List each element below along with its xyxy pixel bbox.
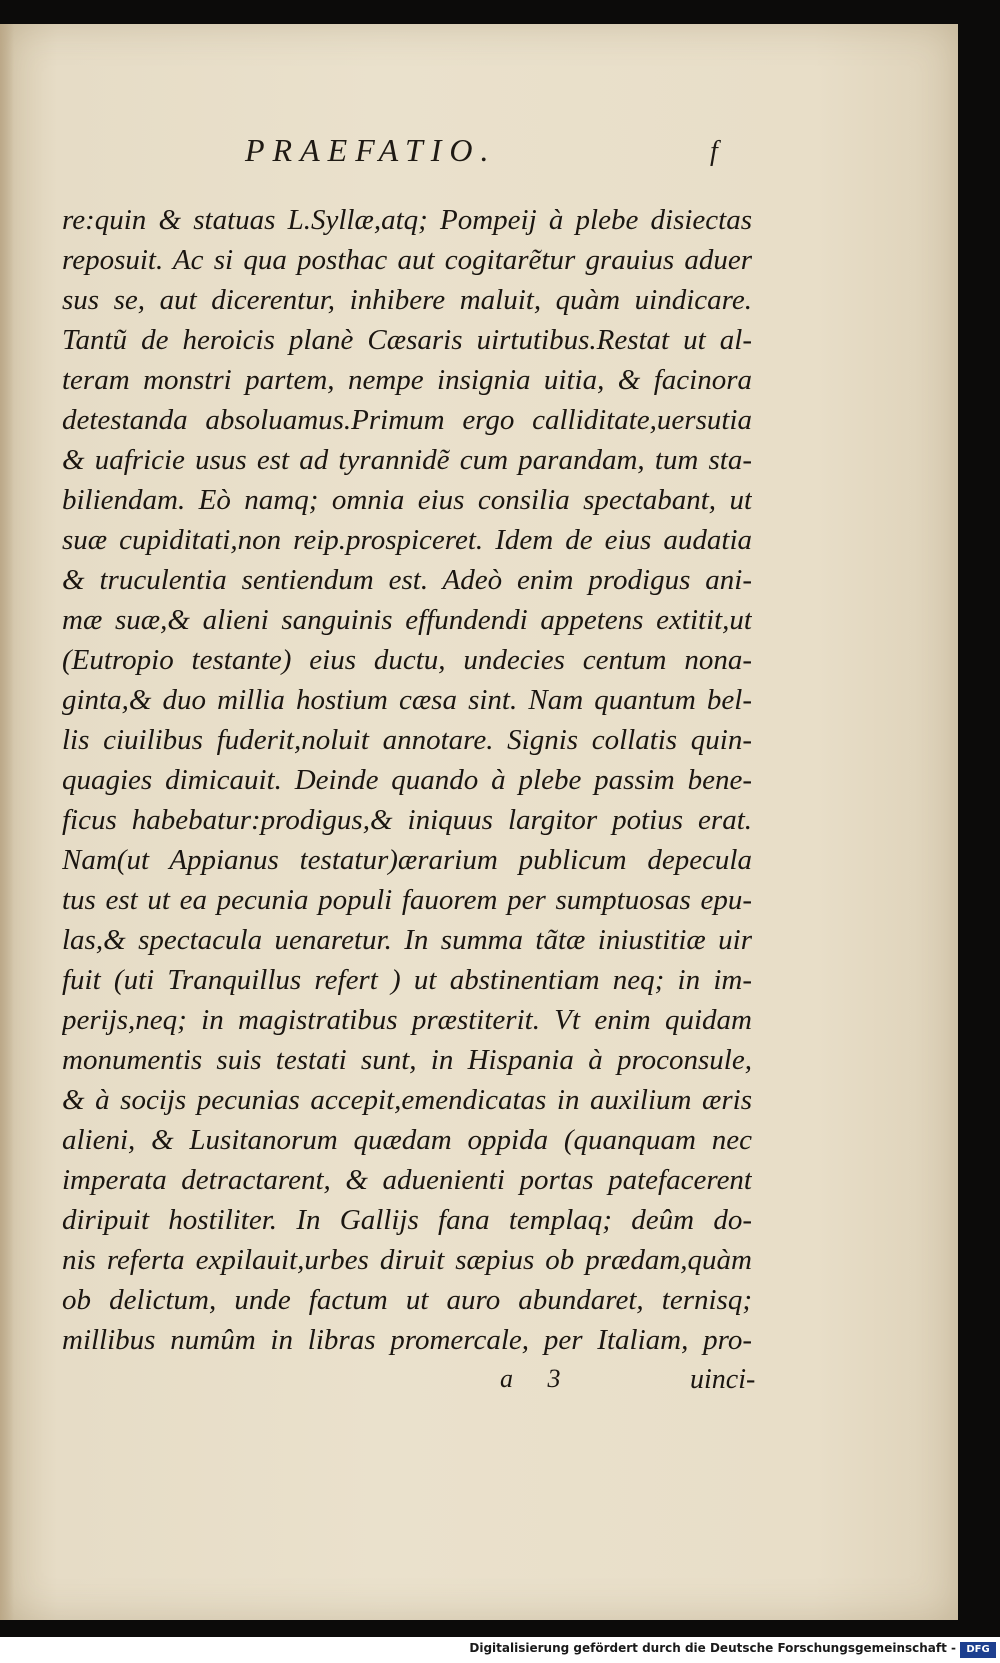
text-line: (Eutropio testante) eius ductu, undecies centum nona- — [62, 644, 752, 676]
text-line: monumentis suis testati sunt, in Hispania à proconsule, — [62, 1044, 752, 1076]
text-line: & uafricie usus est ad tyrannidẽ cum parandam, tum sta- — [62, 444, 752, 476]
catchword: uinci- — [690, 1364, 756, 1395]
text-line: re:quin & statuas L.Syllæ,atq; Pompeij à plebe disiectas — [62, 204, 752, 236]
text-line: ficus habebatur:prodigus,& iniquus largitor potius erat. — [62, 804, 752, 836]
book-page — [0, 24, 958, 1620]
dfg-logo-icon: DFG — [960, 1642, 996, 1658]
text-line: nis referta expilauit,urbes diruit sæpius ob prædam,quàm — [62, 1244, 752, 1276]
credit-bar — [0, 1637, 1000, 1663]
text-line: suæ cupiditati,non reip.prospiceret. Idem de eius audatia — [62, 524, 752, 556]
text-line: Nam(ut Appianus testatur)ærarium publicum depecula — [62, 844, 752, 876]
text-line: millibus numûm in libras promercale, per Italiam, pro- — [62, 1324, 752, 1356]
text-line: diripuit hostiliter. In Gallijs fana templaq; deûm do- — [62, 1204, 752, 1236]
signature-mark: a 3 — [500, 1364, 575, 1393]
text-line: alieni, & Lusitanorum quædam oppida (quanquam nec — [62, 1124, 752, 1156]
text-line: reposuit. Ac si qua posthac aut cogitarẽtur grauius aduer — [62, 244, 752, 276]
text-line: ginta,& duo millia hostium cæsa sint. Nam quantum bel- — [62, 684, 752, 716]
text-line: sus se, aut dicerentur, inhibere maluit, quàm uindicare. — [62, 284, 752, 316]
text-line: quagies dimicauit. Deinde quando à plebe passim bene- — [62, 764, 752, 796]
text-line: ob delictum, unde factum ut auro abundaret, ternisq; — [62, 1284, 752, 1316]
text-line: fuit (uti Tranquillus refert ) ut abstinentiam neq; in im- — [62, 964, 752, 996]
text-line: Tantũ de heroicis planè Cæsaris uirtutibus.Restat ut al- — [62, 324, 752, 356]
text-line: las,& spectacula uenaretur. In summa tãtæ iniustitiæ uir — [62, 924, 752, 956]
text-line: & truculentia sentiendum est. Adeò enim prodigus ani- — [62, 564, 752, 596]
text-line: mæ suæ,& alieni sanguinis effundendi appetens extitit,ut — [62, 604, 752, 636]
running-head: PRAEFATIO. — [245, 132, 497, 168]
page-footer — [0, 1364, 958, 1404]
page-header — [0, 132, 958, 172]
funding-credit: Digitalisierung gefördert durch die Deutsche Forschungsgemeinschaft - — [469, 1641, 956, 1655]
folio-mark: f — [710, 136, 718, 167]
text-block — [62, 200, 752, 1360]
text-line: perijs,neq; in magistratibus præstiterit. Vt enim quidam — [62, 1004, 752, 1036]
text-line: lis ciuilibus fuderit,noluit annotare. Signis collatis quin- — [62, 724, 752, 756]
text-line: teram monstri partem, nempe insignia uitia, & facinora — [62, 364, 752, 396]
text-line: imperata detractarent, & aduenienti portas patefacerent — [62, 1164, 752, 1196]
text-line: detestanda absoluamus.Primum ergo calliditate,uersutia — [62, 404, 752, 436]
text-line: biliendam. Eò namq; omnia eius consilia spectabant, ut — [62, 484, 752, 516]
text-line: & à socijs pecunias accepit,emendicatas in auxilium æris — [62, 1084, 752, 1116]
text-line: tus est ut ea pecunia populi fauorem per sumptuosas epu- — [62, 884, 752, 916]
